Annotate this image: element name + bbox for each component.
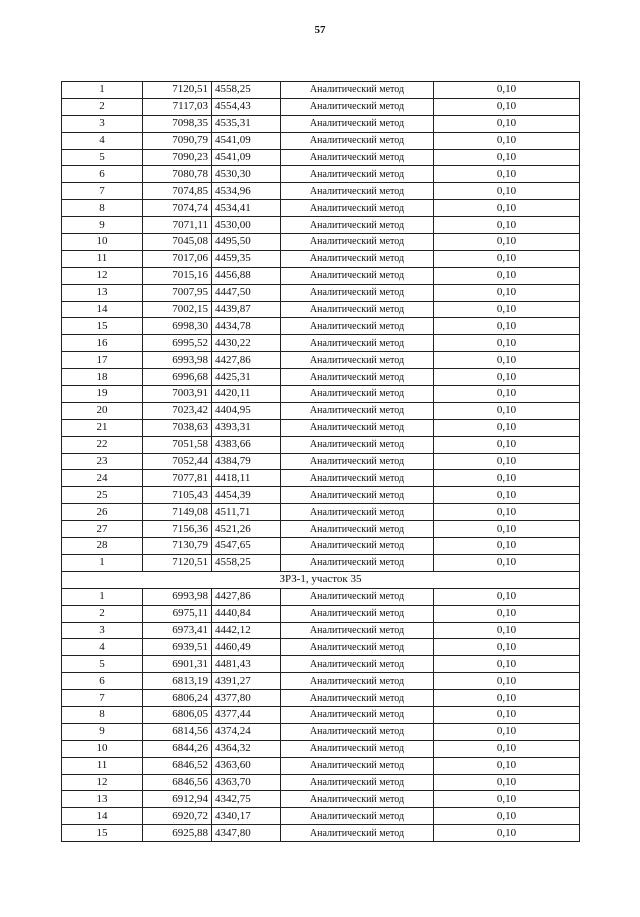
table-row xyxy=(62,267,580,284)
point-number-cell: 8 xyxy=(62,706,143,723)
x-coordinate-cell: 6993,98 xyxy=(143,588,212,605)
point-number-cell: 4 xyxy=(62,639,143,656)
accuracy-cell: 0,10 xyxy=(434,639,580,656)
table-row xyxy=(62,690,580,707)
x-coordinate-cell: 7130,79 xyxy=(143,538,212,555)
y-coordinate-cell: 4340,17 xyxy=(212,808,281,825)
accuracy-cell: 0,10 xyxy=(434,622,580,639)
coordinates-table xyxy=(61,81,580,842)
accuracy-cell: 0,10 xyxy=(434,132,580,149)
method-cell: Аналитический метод xyxy=(281,82,434,99)
accuracy-cell: 0,10 xyxy=(434,149,580,166)
y-coordinate-cell: 4363,60 xyxy=(212,757,281,774)
y-coordinate-cell: 4377,44 xyxy=(212,706,281,723)
accuracy-cell: 0,10 xyxy=(434,234,580,251)
x-coordinate-cell: 6846,56 xyxy=(143,774,212,791)
method-cell: Аналитический метод xyxy=(281,690,434,707)
table-row xyxy=(62,217,580,234)
y-coordinate-cell: 4420,11 xyxy=(212,386,281,403)
table-row xyxy=(62,149,580,166)
accuracy-cell: 0,10 xyxy=(434,673,580,690)
method-cell: Аналитический метод xyxy=(281,554,434,571)
point-number-cell: 1 xyxy=(62,82,143,99)
table-row xyxy=(62,436,580,453)
x-coordinate-cell: 7023,42 xyxy=(143,402,212,419)
y-coordinate-cell: 4535,31 xyxy=(212,115,281,132)
y-coordinate-cell: 4541,09 xyxy=(212,132,281,149)
x-coordinate-cell: 7074,74 xyxy=(143,200,212,217)
accuracy-cell: 0,10 xyxy=(434,453,580,470)
point-number-cell: 3 xyxy=(62,115,143,132)
method-cell: Аналитический метод xyxy=(281,723,434,740)
y-coordinate-cell: 4430,22 xyxy=(212,335,281,352)
y-coordinate-cell: 4377,80 xyxy=(212,690,281,707)
x-coordinate-cell: 7090,23 xyxy=(143,149,212,166)
method-cell: Аналитический метод xyxy=(281,622,434,639)
table-section-after xyxy=(62,588,580,841)
table-row xyxy=(62,791,580,808)
x-coordinate-cell: 7071,11 xyxy=(143,217,212,234)
table-row xyxy=(62,98,580,115)
point-number-cell: 5 xyxy=(62,656,143,673)
x-coordinate-cell: 6846,52 xyxy=(143,757,212,774)
x-coordinate-cell: 7120,51 xyxy=(143,82,212,99)
y-coordinate-cell: 4363,70 xyxy=(212,774,281,791)
point-number-cell: 3 xyxy=(62,622,143,639)
accuracy-cell: 0,10 xyxy=(434,588,580,605)
point-number-cell: 12 xyxy=(62,267,143,284)
accuracy-cell: 0,10 xyxy=(434,267,580,284)
accuracy-cell: 0,10 xyxy=(434,250,580,267)
x-coordinate-cell: 7017,06 xyxy=(143,250,212,267)
table-row xyxy=(62,825,580,842)
y-coordinate-cell: 4404,95 xyxy=(212,402,281,419)
point-number-cell: 2 xyxy=(62,98,143,115)
table-row xyxy=(62,808,580,825)
x-coordinate-cell: 6998,30 xyxy=(143,318,212,335)
accuracy-cell: 0,10 xyxy=(434,706,580,723)
table-row xyxy=(62,521,580,538)
accuracy-cell: 0,10 xyxy=(434,284,580,301)
y-coordinate-cell: 4558,25 xyxy=(212,82,281,99)
x-coordinate-cell: 6996,68 xyxy=(143,369,212,386)
y-coordinate-cell: 4511,71 xyxy=(212,504,281,521)
x-coordinate-cell: 7105,43 xyxy=(143,487,212,504)
table-section-header xyxy=(62,571,580,588)
table-row xyxy=(62,352,580,369)
accuracy-cell: 0,10 xyxy=(434,301,580,318)
y-coordinate-cell: 4442,12 xyxy=(212,622,281,639)
method-cell: Аналитический метод xyxy=(281,436,434,453)
y-coordinate-cell: 4558,25 xyxy=(212,554,281,571)
table-row xyxy=(62,706,580,723)
y-coordinate-cell: 4440,84 xyxy=(212,605,281,622)
method-cell: Аналитический метод xyxy=(281,149,434,166)
method-cell: Аналитический метод xyxy=(281,166,434,183)
point-number-cell: 11 xyxy=(62,757,143,774)
accuracy-cell: 0,10 xyxy=(434,470,580,487)
x-coordinate-cell: 7077,81 xyxy=(143,470,212,487)
y-coordinate-cell: 4434,78 xyxy=(212,318,281,335)
accuracy-cell: 0,10 xyxy=(434,166,580,183)
accuracy-cell: 0,10 xyxy=(434,98,580,115)
method-cell: Аналитический метод xyxy=(281,386,434,403)
method-cell: Аналитический метод xyxy=(281,453,434,470)
x-coordinate-cell: 6814,56 xyxy=(143,723,212,740)
y-coordinate-cell: 4530,00 xyxy=(212,217,281,234)
point-number-cell: 13 xyxy=(62,284,143,301)
point-number-cell: 20 xyxy=(62,402,143,419)
table-row xyxy=(62,335,580,352)
y-coordinate-cell: 4427,86 xyxy=(212,352,281,369)
x-coordinate-cell: 6920,72 xyxy=(143,808,212,825)
point-number-cell: 12 xyxy=(62,774,143,791)
x-coordinate-cell: 6806,24 xyxy=(143,690,212,707)
point-number-cell: 5 xyxy=(62,149,143,166)
method-cell: Аналитический метод xyxy=(281,639,434,656)
point-number-cell: 1 xyxy=(62,554,143,571)
table-row xyxy=(62,723,580,740)
accuracy-cell: 0,10 xyxy=(434,757,580,774)
method-cell: Аналитический метод xyxy=(281,740,434,757)
y-coordinate-cell: 4534,96 xyxy=(212,183,281,200)
x-coordinate-cell: 7074,85 xyxy=(143,183,212,200)
method-cell: Аналитический метод xyxy=(281,588,434,605)
y-coordinate-cell: 4459,35 xyxy=(212,250,281,267)
method-cell: Аналитический метод xyxy=(281,318,434,335)
point-number-cell: 8 xyxy=(62,200,143,217)
y-coordinate-cell: 4425,31 xyxy=(212,369,281,386)
x-coordinate-cell: 7015,16 xyxy=(143,267,212,284)
point-number-cell: 6 xyxy=(62,673,143,690)
y-coordinate-cell: 4374,24 xyxy=(212,723,281,740)
table-row xyxy=(62,453,580,470)
x-coordinate-cell: 7080,78 xyxy=(143,166,212,183)
section-header-row xyxy=(62,571,580,588)
point-number-cell: 7 xyxy=(62,183,143,200)
method-cell: Аналитический метод xyxy=(281,98,434,115)
accuracy-cell: 0,10 xyxy=(434,521,580,538)
table-row xyxy=(62,386,580,403)
y-coordinate-cell: 4393,31 xyxy=(212,419,281,436)
table-row xyxy=(62,554,580,571)
point-number-cell: 15 xyxy=(62,825,143,842)
method-cell: Аналитический метод xyxy=(281,656,434,673)
table-row xyxy=(62,774,580,791)
accuracy-cell: 0,10 xyxy=(434,352,580,369)
point-number-cell: 19 xyxy=(62,386,143,403)
table-row xyxy=(62,166,580,183)
accuracy-cell: 0,10 xyxy=(434,318,580,335)
accuracy-cell: 0,10 xyxy=(434,656,580,673)
y-coordinate-cell: 4554,43 xyxy=(212,98,281,115)
point-number-cell: 28 xyxy=(62,538,143,555)
method-cell: Аналитический метод xyxy=(281,402,434,419)
x-coordinate-cell: 7120,51 xyxy=(143,554,212,571)
y-coordinate-cell: 4364,32 xyxy=(212,740,281,757)
x-coordinate-cell: 6995,52 xyxy=(143,335,212,352)
table-row xyxy=(62,250,580,267)
accuracy-cell: 0,10 xyxy=(434,791,580,808)
table-row xyxy=(62,504,580,521)
x-coordinate-cell: 6925,88 xyxy=(143,825,212,842)
method-cell: Аналитический метод xyxy=(281,267,434,284)
table-row xyxy=(62,318,580,335)
x-coordinate-cell: 6939,51 xyxy=(143,639,212,656)
method-cell: Аналитический метод xyxy=(281,183,434,200)
x-coordinate-cell: 7117,03 xyxy=(143,98,212,115)
point-number-cell: 17 xyxy=(62,352,143,369)
accuracy-cell: 0,10 xyxy=(434,504,580,521)
y-coordinate-cell: 4454,39 xyxy=(212,487,281,504)
x-coordinate-cell: 7007,95 xyxy=(143,284,212,301)
accuracy-cell: 0,10 xyxy=(434,183,580,200)
x-coordinate-cell: 7045,08 xyxy=(143,234,212,251)
x-coordinate-cell: 6912,94 xyxy=(143,791,212,808)
x-coordinate-cell: 6975,11 xyxy=(143,605,212,622)
method-cell: Аналитический метод xyxy=(281,250,434,267)
point-number-cell: 9 xyxy=(62,217,143,234)
accuracy-cell: 0,10 xyxy=(434,200,580,217)
x-coordinate-cell: 6973,41 xyxy=(143,622,212,639)
x-coordinate-cell: 6993,98 xyxy=(143,352,212,369)
table-row xyxy=(62,605,580,622)
method-cell: Аналитический метод xyxy=(281,419,434,436)
table-row xyxy=(62,132,580,149)
y-coordinate-cell: 4541,09 xyxy=(212,149,281,166)
point-number-cell: 10 xyxy=(62,740,143,757)
point-number-cell: 11 xyxy=(62,250,143,267)
y-coordinate-cell: 4383,66 xyxy=(212,436,281,453)
y-coordinate-cell: 4460,49 xyxy=(212,639,281,656)
point-number-cell: 15 xyxy=(62,318,143,335)
method-cell: Аналитический метод xyxy=(281,200,434,217)
accuracy-cell: 0,10 xyxy=(434,436,580,453)
accuracy-cell: 0,10 xyxy=(434,335,580,352)
y-coordinate-cell: 4521,26 xyxy=(212,521,281,538)
y-coordinate-cell: 4495,50 xyxy=(212,234,281,251)
accuracy-cell: 0,10 xyxy=(434,808,580,825)
table-row xyxy=(62,639,580,656)
method-cell: Аналитический метод xyxy=(281,132,434,149)
point-number-cell: 7 xyxy=(62,690,143,707)
y-coordinate-cell: 4481,43 xyxy=(212,656,281,673)
accuracy-cell: 0,10 xyxy=(434,605,580,622)
method-cell: Аналитический метод xyxy=(281,284,434,301)
method-cell: Аналитический метод xyxy=(281,757,434,774)
table-row xyxy=(62,234,580,251)
point-number-cell: 9 xyxy=(62,723,143,740)
y-coordinate-cell: 4347,80 xyxy=(212,825,281,842)
x-coordinate-cell: 7002,15 xyxy=(143,301,212,318)
method-cell: Аналитический метод xyxy=(281,808,434,825)
point-number-cell: 16 xyxy=(62,335,143,352)
point-number-cell: 27 xyxy=(62,521,143,538)
table-row xyxy=(62,588,580,605)
y-coordinate-cell: 4456,88 xyxy=(212,267,281,284)
y-coordinate-cell: 4534,41 xyxy=(212,200,281,217)
page-number: 57 xyxy=(314,24,326,36)
y-coordinate-cell: 4427,86 xyxy=(212,588,281,605)
x-coordinate-cell: 7149,08 xyxy=(143,504,212,521)
method-cell: Аналитический метод xyxy=(281,538,434,555)
accuracy-cell: 0,10 xyxy=(434,740,580,757)
x-coordinate-cell: 7003,91 xyxy=(143,386,212,403)
method-cell: Аналитический метод xyxy=(281,115,434,132)
y-coordinate-cell: 4439,87 xyxy=(212,301,281,318)
table-row xyxy=(62,402,580,419)
section-title: ЗРЗ-1, участок 35 xyxy=(62,571,580,588)
table-row xyxy=(62,183,580,200)
table-row xyxy=(62,470,580,487)
table-row xyxy=(62,301,580,318)
table-row xyxy=(62,656,580,673)
method-cell: Аналитический метод xyxy=(281,217,434,234)
method-cell: Аналитический метод xyxy=(281,774,434,791)
x-coordinate-cell: 6844,26 xyxy=(143,740,212,757)
method-cell: Аналитический метод xyxy=(281,673,434,690)
accuracy-cell: 0,10 xyxy=(434,690,580,707)
method-cell: Аналитический метод xyxy=(281,301,434,318)
x-coordinate-cell: 7156,36 xyxy=(143,521,212,538)
method-cell: Аналитический метод xyxy=(281,369,434,386)
accuracy-cell: 0,10 xyxy=(434,554,580,571)
method-cell: Аналитический метод xyxy=(281,825,434,842)
table-row xyxy=(62,622,580,639)
y-coordinate-cell: 4547,65 xyxy=(212,538,281,555)
point-number-cell: 4 xyxy=(62,132,143,149)
y-coordinate-cell: 4418,11 xyxy=(212,470,281,487)
y-coordinate-cell: 4447,50 xyxy=(212,284,281,301)
x-coordinate-cell: 6806,05 xyxy=(143,706,212,723)
x-coordinate-cell: 7098,35 xyxy=(143,115,212,132)
method-cell: Аналитический метод xyxy=(281,791,434,808)
method-cell: Аналитический метод xyxy=(281,605,434,622)
accuracy-cell: 0,10 xyxy=(434,487,580,504)
y-coordinate-cell: 4384,79 xyxy=(212,453,281,470)
method-cell: Аналитический метод xyxy=(281,335,434,352)
x-coordinate-cell: 6901,31 xyxy=(143,656,212,673)
point-number-cell: 23 xyxy=(62,453,143,470)
method-cell: Аналитический метод xyxy=(281,234,434,251)
y-coordinate-cell: 4530,30 xyxy=(212,166,281,183)
accuracy-cell: 0,10 xyxy=(434,419,580,436)
table-row xyxy=(62,538,580,555)
table-row xyxy=(62,115,580,132)
method-cell: Аналитический метод xyxy=(281,706,434,723)
accuracy-cell: 0,10 xyxy=(434,115,580,132)
y-coordinate-cell: 4342,75 xyxy=(212,791,281,808)
method-cell: Аналитический метод xyxy=(281,352,434,369)
table-row xyxy=(62,740,580,757)
table-row xyxy=(62,284,580,301)
table-row xyxy=(62,673,580,690)
table-row xyxy=(62,369,580,386)
accuracy-cell: 0,10 xyxy=(434,723,580,740)
table-row xyxy=(62,757,580,774)
accuracy-cell: 0,10 xyxy=(434,386,580,403)
point-number-cell: 14 xyxy=(62,301,143,318)
point-number-cell: 21 xyxy=(62,419,143,436)
accuracy-cell: 0,10 xyxy=(434,369,580,386)
method-cell: Аналитический метод xyxy=(281,504,434,521)
x-coordinate-cell: 7090,79 xyxy=(143,132,212,149)
table-row xyxy=(62,487,580,504)
table-section-before xyxy=(62,82,580,572)
point-number-cell: 25 xyxy=(62,487,143,504)
point-number-cell: 18 xyxy=(62,369,143,386)
table-row xyxy=(62,82,580,99)
method-cell: Аналитический метод xyxy=(281,521,434,538)
method-cell: Аналитический метод xyxy=(281,487,434,504)
point-number-cell: 13 xyxy=(62,791,143,808)
accuracy-cell: 0,10 xyxy=(434,82,580,99)
method-cell: Аналитический метод xyxy=(281,470,434,487)
accuracy-cell: 0,10 xyxy=(434,774,580,791)
point-number-cell: 22 xyxy=(62,436,143,453)
accuracy-cell: 0,10 xyxy=(434,217,580,234)
x-coordinate-cell: 7038,63 xyxy=(143,419,212,436)
x-coordinate-cell: 7051,58 xyxy=(143,436,212,453)
table-row xyxy=(62,419,580,436)
y-coordinate-cell: 4391,27 xyxy=(212,673,281,690)
accuracy-cell: 0,10 xyxy=(434,538,580,555)
x-coordinate-cell: 7052,44 xyxy=(143,453,212,470)
point-number-cell: 10 xyxy=(62,234,143,251)
accuracy-cell: 0,10 xyxy=(434,402,580,419)
point-number-cell: 2 xyxy=(62,605,143,622)
x-coordinate-cell: 6813,19 xyxy=(143,673,212,690)
point-number-cell: 1 xyxy=(62,588,143,605)
point-number-cell: 24 xyxy=(62,470,143,487)
accuracy-cell: 0,10 xyxy=(434,825,580,842)
table-row xyxy=(62,200,580,217)
point-number-cell: 14 xyxy=(62,808,143,825)
point-number-cell: 6 xyxy=(62,166,143,183)
point-number-cell: 26 xyxy=(62,504,143,521)
